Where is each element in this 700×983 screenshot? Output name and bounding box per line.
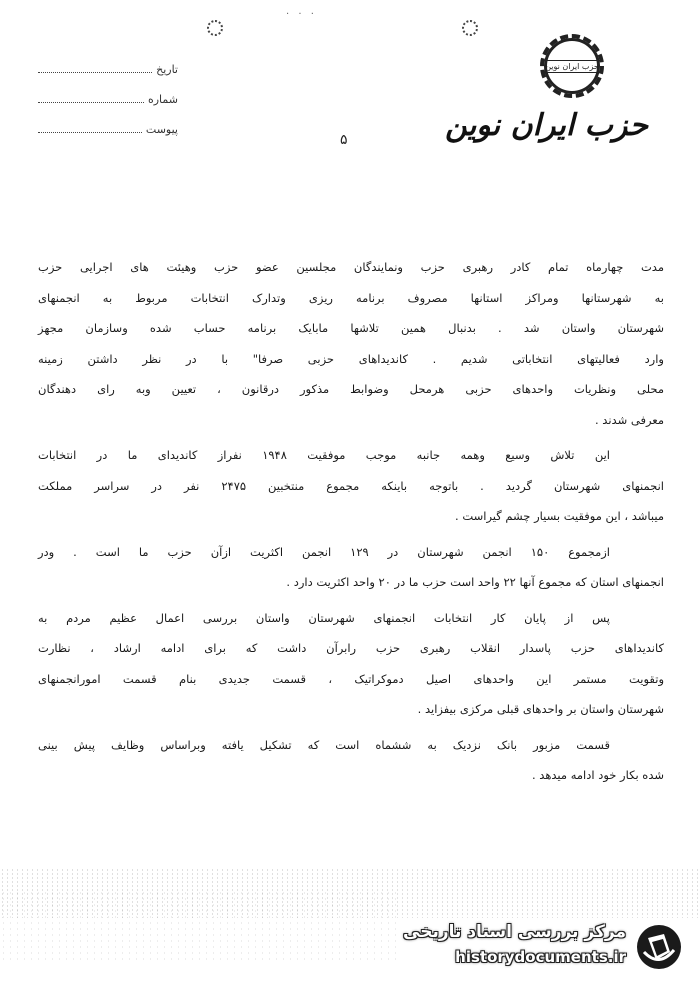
paragraph [38,603,664,725]
watermark-title: مرکز بررسی اسناد تاریخی [403,922,626,942]
attachment-line [38,122,142,133]
paragraph [38,537,664,598]
text-line: کاندیداهای حزب پاسدار انقلاب رهبری حزب رابرآن داشت که برای ادامه ارشاد ، نظارت [38,641,664,655]
party-name: حزب ایران نوین [445,108,648,143]
text-line: ازمجموع ۱۵۰ انجمن شهرستان در ۱۲۹ انجمن اکثریت ازآن حزب ما است . ودر [38,544,610,559]
watermark [403,918,690,978]
text-line: معرفی شدند . [594,412,664,427]
text-line: میباشد ، این موفقیت بسیار چشم گیراست . [455,509,664,523]
text-line: شده بکار خود ادامه میدهد . [531,768,664,782]
text-line: پس از پایان کار انتخابات انجمنهای شهرستان واستان بررسی اعمال عظیم مردم به [38,610,610,625]
text-line: محلی ونظریات واحدهای حزبی هرمحل وضوابط مذکور درقانون ، تعیین وبه رای دهندگان [38,382,664,396]
text-line: وتقویت مستمر این واحدهای اصیل دموکراتیک ، قسمت جدیدی بنام قسمت امورانجمنهای [38,671,664,686]
archive-logo-icon [634,922,684,972]
text-line: این تلاش وسیع وهمه جانبه موجب موفقیت ۱۹۴۸ نفراز کاندیدای ما در انتخابات [38,448,610,462]
party-logo [544,38,600,94]
number-label: شماره [147,93,178,106]
number-line [38,92,144,103]
watermark-url: historydocuments.ir [455,948,626,966]
letter-body [38,252,664,796]
ornament-icon [462,20,478,36]
date-label: تاریخ [156,63,178,76]
attachment-field [38,120,178,136]
attachment-label: پیوست [145,123,178,136]
top-dots: . . . [286,6,317,17]
paragraph [38,730,664,791]
paragraph [38,440,664,532]
date-field [38,60,178,76]
text-line: مدت چهارماه تمام کادر رهبری حزب ونمایندگان مجلسین عضو حزب وهیئت های اجرایی حزب [38,260,664,274]
text-line: وارد فعالیتهای انتخاباتی شدیم . کاندیداهای حزبی صرفا" با در نظر داشتن زمینه [38,351,664,366]
text-line: شهرستان واستان شد . بدنبال همین تلاشها مابایک برنامه حساب شده وسازمان مجهز [38,321,664,335]
page-number: ۵ [340,132,348,148]
ornament-icon [207,20,223,36]
paragraph [38,252,664,435]
text-line: شهرستان واستان بر واحدهای قبلی مرکزی بیفزاید . [417,702,664,716]
text-line: به شهرستانها ومراکز استانها مصروف برنامه ریزی وتدارک انتخابات مربوط به انجمنهای [38,290,664,305]
text-line: انجمنهای استان که مجموع آنها ۲۲ واحد است حزب ما در ۲۰ واحد اکثریت دارد . [286,575,664,589]
logo-text: حزب ایران نوین [545,61,599,71]
scan-noise [0,890,400,960]
text-line: قسمت مزبور بانک نزدیک به ششماه است که تشکیل یافته وبراساس وظایف پیش بینی [38,737,610,752]
text-line: انجمنهای شهرستان گردید . باتوجه باینکه مجموع منتخبین ۲۴۷۵ نفر در سراسر مملکت [38,478,664,493]
number-field [38,90,178,106]
date-line [38,62,152,73]
